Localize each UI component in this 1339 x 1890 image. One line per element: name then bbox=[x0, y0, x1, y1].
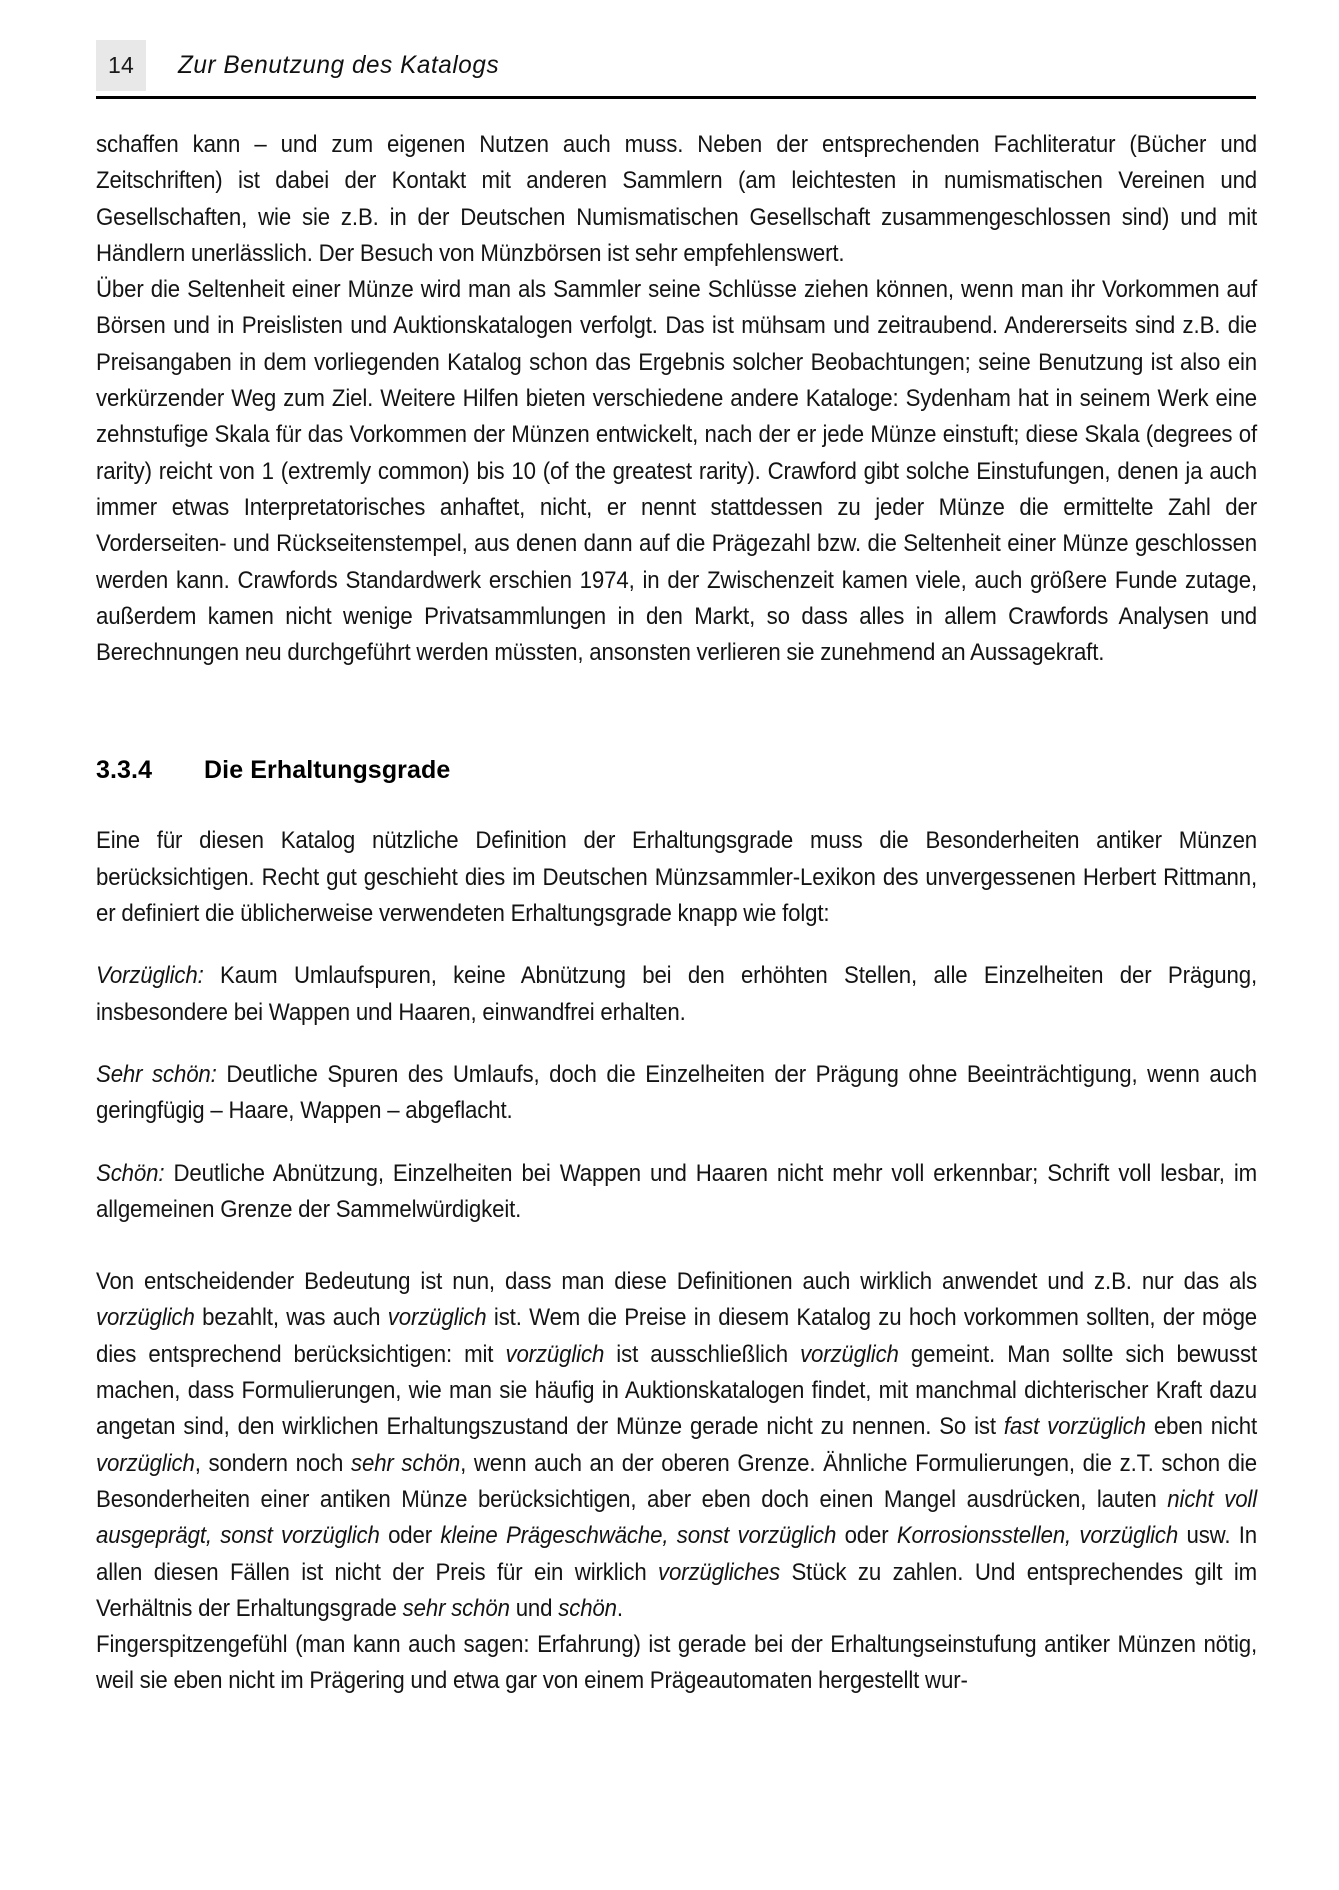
section-heading bbox=[96, 753, 1258, 787]
text-column bbox=[96, 127, 1258, 1700]
spacer-3 bbox=[96, 1130, 1258, 1156]
italic-term: fast vorzüglich bbox=[1003, 1413, 1146, 1441]
text-run: gemeint. Man sollte sich bewusst machen, dass Formulierungen, wie man sie häufig in Auktionskatalogen findet, mit manchmal dichterischer Kraft dazu angetan sind, den wirklichen Erhaltungszustand der Münze gerade nicht zu nennen. So ist bbox=[96, 1340, 1258, 1441]
definition-term: Schön: bbox=[96, 1159, 165, 1187]
italic-term: vorzüglich bbox=[96, 1449, 195, 1477]
text-run: usw. In allen diesen Fällen ist nicht der Preis für ein wirklich bbox=[96, 1522, 1258, 1586]
paragraph-rarity: Über die Seltenheit einer Münze wird man als Sammler seine Schlüsse ziehen können, wenn man ihr Vorkommen auf Börsen und in Preislisten und Auktionskatalogen verfolgt. Das ist mühsam und zeitraubend. Andererseits sind z.B. die Preisangaben in dem vorliegenden Katalog schon das Ergebnis solcher Beobachtungen; seine Benutzung ist also ein verkürzender Weg zum Ziel. Weitere Hilfen bieten verschiedene andere Kataloge: Sydenham hat in seinem Werk eine zehnstufige Skala für das Vorkommen der Münzen entwickelt, nach der er jede Münze einstuft; diese Skala (degrees of rarity) reicht von 1 (extremly common) bis 10 (of the greatest rarity). Crawford gibt solche Einstufungen, denen ja auch immer etwas Interpretatorisches anhaftet, nicht, er nennt stattdessen zu jeder Münze die ermittelte Zahl der Vorderseiten- und Rückseitenstempel, aus denen dann auf die Prägezahl bzw. die Seltenheit einer Münze geschlossen werden kann. Crawfords Standardwerk erschien 1974, in der Zwischenzeit kamen viele, auch größere Funde zutage, außerdem kamen nicht wenige Privatsammlungen in den Markt, so dass alles in allem Crawfords Analysen und Berechnungen neu durchgeführt werden müssten, ansonsten verlieren sie zunehmend an Aussagekraft. bbox=[96, 276, 1258, 667]
text-run: eben nicht bbox=[1145, 1413, 1258, 1441]
italic-term: sehr schön bbox=[402, 1594, 510, 1622]
italic-term: vorzügliches bbox=[658, 1558, 780, 1586]
definition-vorzueglich bbox=[96, 958, 1257, 1031]
text-run: Von entscheidender Bedeutung ist nun, dass man diese Definitionen auch wirklich anwendet und z.B. nur das als bbox=[96, 1268, 1258, 1296]
definition-term: Sehr schön: bbox=[96, 1060, 217, 1088]
spacer-after-heading bbox=[96, 787, 1258, 823]
running-title: Zur Benutzung des Katalogs bbox=[178, 51, 500, 79]
definition-text: Kaum Umlaufspuren, keine Abnützung bei den erhöhten Stellen, alle Einzelheiten der Prägung, insbesondere bei Wappen und Haaren, einwandfrei erhalten. bbox=[96, 962, 1258, 1026]
italic-term: schön bbox=[558, 1594, 617, 1622]
text-run: bezahlt, was auch bbox=[194, 1304, 388, 1332]
italic-term: nicht voll ausgeprägt, sonst vorzüglich bbox=[96, 1485, 1258, 1550]
italic-term: vorzüglich bbox=[387, 1304, 487, 1332]
text-run: und bbox=[509, 1594, 559, 1622]
paragraph-intro: Eine für diesen Katalog nützliche Definition der Erhaltungsgrade muss die Besonderheiten antiker Münzen berücksichtigen. Recht gut geschieht dies im Deutschen Münzsammler-Lexikon des unvergessenen Herbert Rittmann, er definiert die üblicherweise verwendeten Erhaltungsgrade knapp wie folgt: bbox=[96, 827, 1258, 928]
running-header bbox=[96, 40, 1256, 92]
definition-text: Deutliche Abnützung, Einzelheiten bei Wappen und Haaren nicht mehr voll erkennbar; Schrift voll lesbar, im allgemeinen Grenze der Sammelwürdigkeit. bbox=[96, 1159, 1258, 1223]
header-divider bbox=[96, 96, 1256, 99]
text-run: oder bbox=[379, 1522, 441, 1550]
section-title: Die Erhaltungsgrade bbox=[204, 756, 451, 785]
paragraph-continued: schaffen kann – und zum eigenen Nutzen auch muss. Neben der entsprechenden Fachliteratur (Bücher und Zeitschriften) ist dabei der Kontakt mit anderen Sammlern (am leichtesten in numismatischen Vereinen und Gesellschaften, wie sie z.B. in der Deutschen Numismatischen Gesellschaft zusammengeschlossen sind) und mit Händlern unerlässlich. Der Besuch von Münzbörsen ist sehr empfehlenswert. bbox=[96, 131, 1258, 267]
definition-sehr-schoen bbox=[96, 1057, 1257, 1130]
paragraph-tail: Fingerspitzengefühl (man kann auch sagen: Erfahrung) ist gerade bei der Erhaltungseinstufung antiker Münzen nötig, weil sie eben nicht im Prägering und etwa gar von einem Prägeautomaten hergestellt wur- bbox=[96, 1631, 1258, 1695]
italic-term: kleine Prägeschwäche, sonst vorzüglich bbox=[440, 1522, 837, 1550]
text-run: ist. Wem die Preise in diesem Katalog zu hoch vorkommen sollten, der möge dies entsprechend berücksichtigen: mit bbox=[96, 1304, 1258, 1368]
definition-term: Vorzüglich: bbox=[96, 962, 204, 990]
page-number: 14 bbox=[108, 52, 134, 78]
spacer-4 bbox=[96, 1228, 1258, 1264]
definition-schoen bbox=[96, 1156, 1257, 1229]
text-run: , sondern noch bbox=[194, 1449, 351, 1477]
italic-term: sehr schön bbox=[350, 1449, 461, 1477]
italic-term: vorzüglich bbox=[96, 1304, 195, 1332]
text-run: oder bbox=[836, 1522, 897, 1550]
italic-term: vorzüglich bbox=[800, 1340, 899, 1368]
text-run: . bbox=[616, 1594, 623, 1622]
text-run: , wenn auch an der oberen Grenze. Ähnliche Formulierungen, die z.T. schon die Besonderheiten einer antiken Münze berücksichtigen, aber eben doch einen Mangel ausdrücken, lauten bbox=[96, 1449, 1258, 1513]
italic-term: vorzüglich bbox=[505, 1340, 605, 1368]
spacer-1 bbox=[96, 932, 1258, 958]
spacer-before-heading bbox=[96, 671, 1258, 753]
text-run: Stück zu zahlen. Und entsprechendes gilt im Verhältnis der Erhaltungsgrade bbox=[96, 1558, 1258, 1622]
italic-term: Korrosionsstellen, vorzüglich bbox=[896, 1522, 1179, 1550]
definition-text: Deutliche Spuren des Umlaufs, doch die Einzelheiten der Prägung ohne Beeinträchtigung, wenn auch geringfügig – Haare, Wappen – abgeflacht. bbox=[96, 1060, 1258, 1125]
spacer-2 bbox=[96, 1031, 1258, 1057]
text-run: ist ausschließlich bbox=[604, 1340, 801, 1368]
section-number: 3.3.4 bbox=[96, 756, 153, 785]
paragraph-final bbox=[96, 1264, 1257, 1627]
